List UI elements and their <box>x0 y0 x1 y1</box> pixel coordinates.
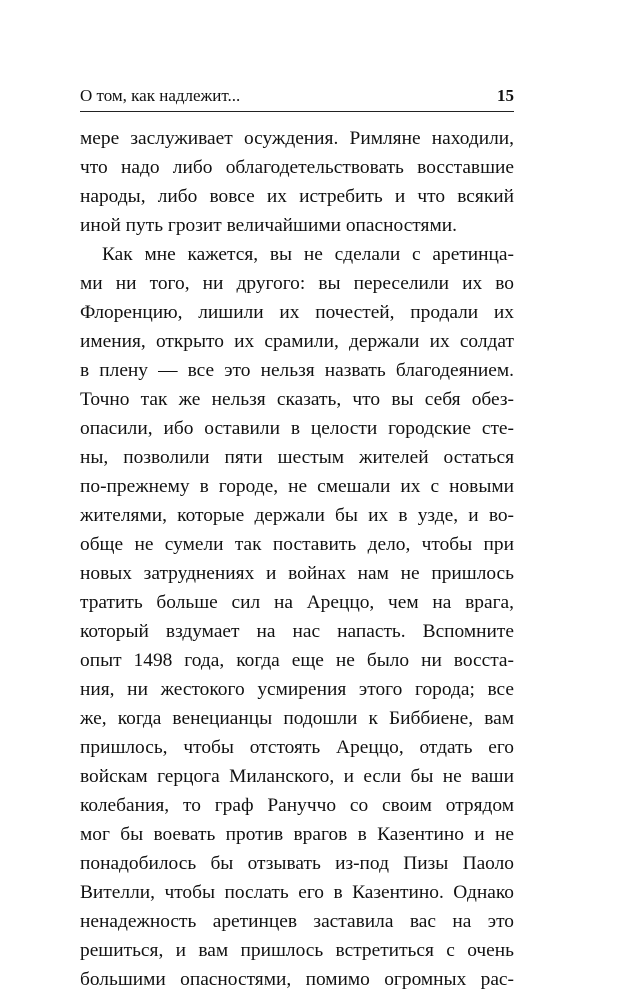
body-text <box>80 124 514 994</box>
text-line: же, когда венецианцы подошли к Биббиене, вам <box>80 708 514 729</box>
running-title: О том, как надлежит... <box>80 86 241 105</box>
text-line: новых затруднениях и войнах нам не пришлось <box>80 563 514 584</box>
text-line: Как мне кажется, вы не сделали с аретинца- <box>102 244 514 265</box>
text-line: решиться, и вам пришлось встретиться с очень <box>80 940 514 961</box>
text-line: большими опасностями, помимо огромных рас- <box>80 969 514 990</box>
text-line: что надо либо облагодетельствовать восставшие <box>80 157 514 178</box>
text-line: тратить больше сил на Ареццо, чем на врага, <box>80 592 514 613</box>
page-number: 15 <box>497 86 514 105</box>
text-line: Флоренцию, лишили их почестей, продали их <box>80 302 514 323</box>
text-line: иной путь грозит величайшими опасностями. <box>80 215 457 236</box>
text-line: ния, ни жестокого усмирения этого города; все <box>80 679 514 700</box>
text-line: Вителли, чтобы послать его в Казентино. Однако <box>80 882 514 903</box>
text-line: понадобилось бы отзывать из-под Пизы Паоло <box>80 853 514 874</box>
text-line: мог бы воевать против врагов в Казентино и не <box>80 824 514 845</box>
text-line: жителями, которые держали бы их в узде, и во- <box>80 505 514 526</box>
text-line: опыт 1498 года, когда еще не было ни восста- <box>80 650 514 671</box>
text-line: имения, открыто их срамили, держали их солдат <box>80 331 514 352</box>
text-line: в плену — все это нельзя назвать благодеянием. <box>80 360 514 381</box>
text-line: пришлось, чтобы отстоять Ареццо, отдать его <box>80 737 514 758</box>
text-line: ны, позволили пяти шестым жителей остаться <box>80 447 514 468</box>
text-line: который вздумает на нас напасть. Вспомните <box>80 621 514 642</box>
text-line: народы, либо вовсе их истребить и что всякий <box>80 186 514 207</box>
text-line: Точно так же нельзя сказать, что вы себя обез- <box>80 389 514 410</box>
text-line: колебания, то граф Рануччо со своим отрядом <box>80 795 514 816</box>
text-line: ненадежность аретинцев заставила вас на это <box>80 911 514 932</box>
running-header <box>80 84 514 108</box>
text-line: опасили, ибо оставили в целости городские сте- <box>80 418 514 439</box>
text-line: войскам герцога Миланского, и если бы не ваши <box>80 766 514 787</box>
header-rule <box>80 111 514 112</box>
text-line: мере заслуживает осуждения. Римляне находили, <box>80 128 514 149</box>
text-line: по-прежнему в городе, не смешали их с новыми <box>80 476 514 497</box>
text-line: ми ни того, ни другого: вы переселили их во <box>80 273 514 294</box>
text-line: обще не сумели так поставить дело, чтобы при <box>80 534 514 555</box>
